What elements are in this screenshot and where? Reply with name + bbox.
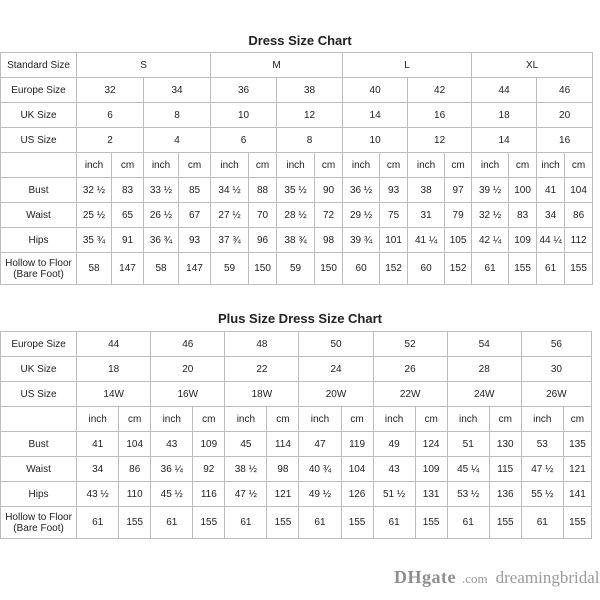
value-cell: 47 ½ <box>225 482 267 507</box>
value-cell: 104 <box>341 457 373 482</box>
value-cell: 96 <box>249 228 277 253</box>
value-cell: 45 <box>225 432 267 457</box>
size-cell: 34 <box>144 78 211 103</box>
value-cell: 36 ¾ <box>144 228 179 253</box>
unit-cm-cell: cm <box>267 407 299 432</box>
size-cell: 12 <box>408 128 472 153</box>
measurement-row <box>1 432 592 457</box>
value-cell: 34 <box>537 203 565 228</box>
unit-inch-cell: inch <box>373 407 415 432</box>
value-cell: 43 <box>373 457 415 482</box>
value-cell: 61 <box>373 507 415 539</box>
size-cell: 20 <box>151 357 225 382</box>
value-cell: 147 <box>112 253 144 285</box>
unit-cm-cell: cm <box>509 153 537 178</box>
unit-cm-cell: cm <box>249 153 277 178</box>
value-cell: 70 <box>249 203 277 228</box>
value-cell: 126 <box>341 482 373 507</box>
value-cell: 155 <box>193 507 225 539</box>
value-cell: 65 <box>112 203 144 228</box>
unit-inch-cell: inch <box>343 153 380 178</box>
value-cell: 72 <box>315 203 343 228</box>
value-cell: 34 ½ <box>211 178 249 203</box>
unit-cm-cell: cm <box>119 407 151 432</box>
value-cell: 61 <box>225 507 267 539</box>
size-cell: 46 <box>537 78 593 103</box>
measurement-row <box>1 482 592 507</box>
size-cell: 20W <box>299 382 373 407</box>
value-cell: 109 <box>509 228 537 253</box>
size-cell: 44 <box>472 78 537 103</box>
value-cell: 61 <box>77 507 119 539</box>
unit-cm-cell: cm <box>415 407 447 432</box>
row-label: UK Size <box>1 357 77 382</box>
unit-row <box>1 407 592 432</box>
value-cell: 155 <box>565 253 593 285</box>
plus-size-chart-title: Plus Size Dress Size Chart <box>217 311 382 326</box>
value-cell: 155 <box>119 507 151 539</box>
row-label: Europe Size <box>1 332 77 357</box>
value-cell: 104 <box>565 178 593 203</box>
unit-inch-cell: inch <box>299 407 341 432</box>
value-cell: 29 ½ <box>343 203 380 228</box>
value-cell: 47 <box>299 432 341 457</box>
value-cell: 61 <box>472 253 509 285</box>
dress-size-table <box>0 52 593 285</box>
value-cell: 45 ½ <box>151 482 193 507</box>
value-cell: 135 <box>563 432 591 457</box>
value-cell: 60 <box>408 253 445 285</box>
size-cell: 56 <box>521 332 591 357</box>
size-cell: 8 <box>144 103 211 128</box>
value-cell: 115 <box>489 457 521 482</box>
value-cell: 27 ½ <box>211 203 249 228</box>
value-cell: 155 <box>563 507 591 539</box>
size-cell: 32 <box>77 78 144 103</box>
value-cell: 53 ½ <box>447 482 489 507</box>
value-cell: 121 <box>267 482 299 507</box>
row-label: UK Size <box>1 103 77 128</box>
value-cell: 61 <box>151 507 193 539</box>
size-cell: 24W <box>447 382 521 407</box>
size-cell: 4 <box>144 128 211 153</box>
unit-inch-cell: inch <box>77 153 112 178</box>
value-cell: 51 ½ <box>373 482 415 507</box>
size-cell: 8 <box>277 128 343 153</box>
value-cell: 61 <box>447 507 489 539</box>
value-cell: 36 ½ <box>343 178 380 203</box>
value-cell: 90 <box>315 178 343 203</box>
value-cell: 38 ½ <box>225 457 267 482</box>
unit-inch-cell: inch <box>225 407 267 432</box>
europe-size-row <box>1 332 592 357</box>
value-cell: 61 <box>521 507 563 539</box>
unit-cm-cell: cm <box>445 153 472 178</box>
row-label <box>1 407 77 432</box>
size-cell: 44 <box>77 332 151 357</box>
value-cell: 55 ½ <box>521 482 563 507</box>
size-cell: 18W <box>225 382 299 407</box>
value-cell: 93 <box>179 228 211 253</box>
value-cell: 35 ½ <box>277 178 315 203</box>
value-cell: 105 <box>445 228 472 253</box>
standard-size-cell: S <box>77 53 211 78</box>
value-cell: 60 <box>343 253 380 285</box>
size-cell: 30 <box>521 357 591 382</box>
size-cell: 20 <box>537 103 593 128</box>
value-cell: 58 <box>144 253 179 285</box>
value-cell: 41 <box>77 432 119 457</box>
unit-inch-cell: inch <box>144 153 179 178</box>
row-label: Hips <box>1 482 77 507</box>
size-cell: 26 <box>373 357 447 382</box>
value-cell: 43 <box>151 432 193 457</box>
measurement-row <box>1 228 593 253</box>
value-cell: 152 <box>380 253 408 285</box>
size-cell: 26W <box>521 382 591 407</box>
value-cell: 34 <box>77 457 119 482</box>
value-cell: 141 <box>563 482 591 507</box>
value-cell: 33 ½ <box>144 178 179 203</box>
size-cell: 18 <box>472 103 537 128</box>
value-cell: 59 <box>277 253 315 285</box>
value-cell: 150 <box>249 253 277 285</box>
value-cell: 61 <box>299 507 341 539</box>
unit-inch-cell: inch <box>151 407 193 432</box>
row-label: Europe Size <box>1 78 77 103</box>
measurement-row <box>1 178 593 203</box>
measurement-row <box>1 507 592 539</box>
dhgate-logo: DHgate <box>394 567 456 587</box>
value-cell: 38 ¾ <box>277 228 315 253</box>
size-cell: 12 <box>277 103 343 128</box>
value-cell: 75 <box>380 203 408 228</box>
row-label: Waist <box>1 457 77 482</box>
value-cell: 119 <box>341 432 373 457</box>
value-cell: 101 <box>380 228 408 253</box>
value-cell: 28 ½ <box>277 203 315 228</box>
size-cell: 36 <box>211 78 277 103</box>
size-cell: 42 <box>408 78 472 103</box>
value-cell: 38 <box>408 178 445 203</box>
value-cell: 39 ½ <box>472 178 509 203</box>
unit-cm-cell: cm <box>489 407 521 432</box>
unit-row <box>1 153 593 178</box>
measurement-row <box>1 253 593 285</box>
europe-size-row <box>1 78 593 103</box>
value-cell: 91 <box>112 228 144 253</box>
unit-cm-cell: cm <box>380 153 408 178</box>
size-cell: 14 <box>343 103 408 128</box>
value-cell: 79 <box>445 203 472 228</box>
value-cell: 45 ¼ <box>447 457 489 482</box>
value-cell: 130 <box>489 432 521 457</box>
unit-inch-cell: inch <box>77 407 119 432</box>
value-cell: 86 <box>565 203 593 228</box>
value-cell: 147 <box>179 253 211 285</box>
value-cell: 150 <box>315 253 343 285</box>
value-cell: 98 <box>315 228 343 253</box>
value-cell: 47 ½ <box>521 457 563 482</box>
value-cell: 114 <box>267 432 299 457</box>
value-cell: 104 <box>119 432 151 457</box>
value-cell: 121 <box>563 457 591 482</box>
value-cell: 152 <box>445 253 472 285</box>
size-cell: 2 <box>77 128 144 153</box>
unit-cm-cell: cm <box>341 407 373 432</box>
measurement-row <box>1 457 592 482</box>
row-label: Standard Size <box>1 53 77 78</box>
unit-cm-cell: cm <box>112 153 144 178</box>
size-cell: 48 <box>225 332 299 357</box>
value-cell: 44 ¼ <box>537 228 565 253</box>
value-cell: 61 <box>537 253 565 285</box>
value-cell: 32 ½ <box>472 203 509 228</box>
value-cell: 155 <box>415 507 447 539</box>
watermark-site: .com <box>461 571 488 586</box>
value-cell: 42 ¼ <box>472 228 509 253</box>
size-cell: 16 <box>537 128 593 153</box>
unit-cm-cell: cm <box>315 153 343 178</box>
value-cell: 53 <box>521 432 563 457</box>
uk-size-row <box>1 357 592 382</box>
value-cell: 39 ¾ <box>343 228 380 253</box>
value-cell: 51 <box>447 432 489 457</box>
value-cell: 109 <box>415 457 447 482</box>
unit-inch-cell: inch <box>211 153 249 178</box>
value-cell: 136 <box>489 482 521 507</box>
value-cell: 155 <box>341 507 373 539</box>
unit-inch-cell: inch <box>447 407 489 432</box>
size-cell: 38 <box>277 78 343 103</box>
unit-cm-cell: cm <box>179 153 211 178</box>
value-cell: 109 <box>193 432 225 457</box>
unit-inch-cell: inch <box>537 153 565 178</box>
value-cell: 86 <box>119 457 151 482</box>
plus-size-table <box>0 331 592 539</box>
row-label: Hips <box>1 228 77 253</box>
size-cell: 22 <box>225 357 299 382</box>
row-label <box>1 153 77 178</box>
value-cell: 49 <box>373 432 415 457</box>
size-cell: 10 <box>343 128 408 153</box>
value-cell: 93 <box>380 178 408 203</box>
value-cell: 131 <box>415 482 447 507</box>
row-label: US Size <box>1 382 77 407</box>
size-cell: 52 <box>373 332 447 357</box>
size-cell: 16W <box>151 382 225 407</box>
uk-size-row <box>1 103 593 128</box>
watermark-brand: dreamingbridal <box>495 568 600 587</box>
standard-size-row <box>1 53 593 78</box>
value-cell: 36 ¼ <box>151 457 193 482</box>
value-cell: 83 <box>112 178 144 203</box>
value-cell: 88 <box>249 178 277 203</box>
size-cell: 16 <box>408 103 472 128</box>
size-cell: 40 <box>343 78 408 103</box>
value-cell: 37 ¾ <box>211 228 249 253</box>
standard-size-cell: XL <box>472 53 593 78</box>
unit-cm-cell: cm <box>563 407 591 432</box>
size-cell: 24 <box>299 357 373 382</box>
size-cell: 10 <box>211 103 277 128</box>
value-cell: 100 <box>509 178 537 203</box>
value-cell: 35 ¾ <box>77 228 112 253</box>
value-cell: 155 <box>489 507 521 539</box>
value-cell: 31 <box>408 203 445 228</box>
us-size-row <box>1 128 593 153</box>
value-cell: 32 ½ <box>77 178 112 203</box>
row-label: US Size <box>1 128 77 153</box>
size-cell: 46 <box>151 332 225 357</box>
value-cell: 85 <box>179 178 211 203</box>
unit-inch-cell: inch <box>472 153 509 178</box>
value-cell: 97 <box>445 178 472 203</box>
value-cell: 98 <box>267 457 299 482</box>
size-cell: 14W <box>77 382 151 407</box>
size-cell: 22W <box>373 382 447 407</box>
value-cell: 40 ¾ <box>299 457 341 482</box>
row-label: Bust <box>1 432 77 457</box>
value-cell: 67 <box>179 203 211 228</box>
unit-cm-cell: cm <box>193 407 225 432</box>
value-cell: 25 ½ <box>77 203 112 228</box>
value-cell: 49 ½ <box>299 482 341 507</box>
unit-inch-cell: inch <box>277 153 315 178</box>
value-cell: 124 <box>415 432 447 457</box>
size-cell: 28 <box>447 357 521 382</box>
value-cell: 112 <box>565 228 593 253</box>
unit-inch-cell: inch <box>408 153 445 178</box>
value-cell: 83 <box>509 203 537 228</box>
value-cell: 155 <box>267 507 299 539</box>
size-cell: 6 <box>77 103 144 128</box>
value-cell: 110 <box>119 482 151 507</box>
value-cell: 43 ½ <box>77 482 119 507</box>
watermark <box>394 567 599 588</box>
standard-size-cell: L <box>343 53 472 78</box>
value-cell: 92 <box>193 457 225 482</box>
row-label: Bust <box>1 178 77 203</box>
us-size-row <box>1 382 592 407</box>
value-cell: 59 <box>211 253 249 285</box>
standard-size-cell: M <box>211 53 343 78</box>
size-cell: 54 <box>447 332 521 357</box>
measurement-row <box>1 203 593 228</box>
dress-size-chart-title: Dress Size Chart <box>248 33 352 48</box>
size-cell: 50 <box>299 332 373 357</box>
size-cell: 14 <box>472 128 537 153</box>
value-cell: 26 ½ <box>144 203 179 228</box>
size-cell: 6 <box>211 128 277 153</box>
row-label: Hollow to Floor (Bare Foot) <box>1 253 77 285</box>
size-cell: 18 <box>77 357 151 382</box>
value-cell: 41 ¼ <box>408 228 445 253</box>
value-cell: 58 <box>77 253 112 285</box>
row-label: Hollow to Floor (Bare Foot) <box>1 507 77 539</box>
unit-inch-cell: inch <box>521 407 563 432</box>
row-label: Waist <box>1 203 77 228</box>
value-cell: 116 <box>193 482 225 507</box>
value-cell: 41 <box>537 178 565 203</box>
value-cell: 155 <box>509 253 537 285</box>
unit-cm-cell: cm <box>565 153 593 178</box>
